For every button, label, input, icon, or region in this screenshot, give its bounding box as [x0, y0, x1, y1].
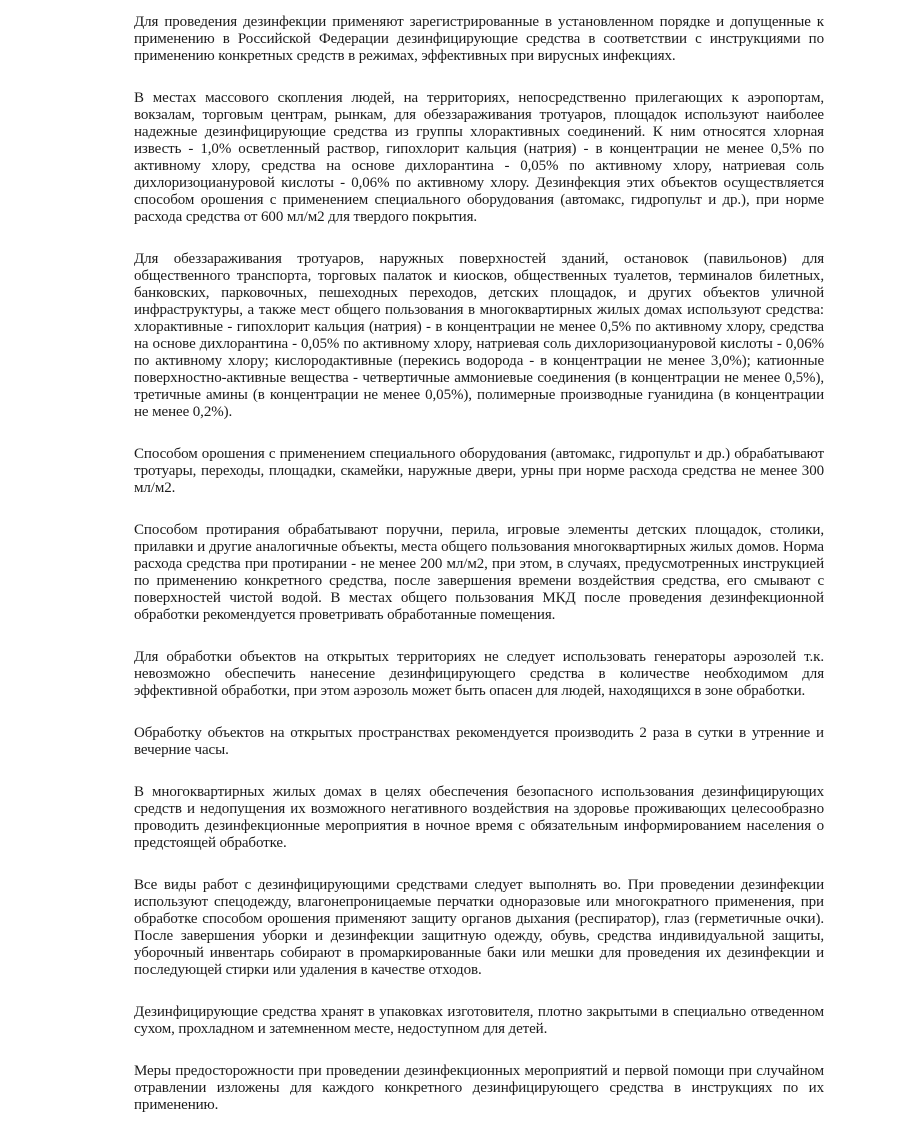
paragraph-aerosol-warning: Для обработки объектов на открытых территориях не следует использовать генераторы аэрозолей т.к. невозможно обеспечить нанесение дезинфицирующего средства в количестве необходимом для эффективной обработки, при этом аэрозоль может быть опасен для людей, находящихся в зоне обработки.: [134, 649, 824, 699]
paragraph-storage: Дезинфицирующие средства хранят в упаковках изготовителя, плотно закрытыми в специально отведенном сухом, прохладном и затемненном месте, недоступном для детей.: [134, 1004, 824, 1037]
paragraph-sidewalks-infrastructure: Для обеззараживания тротуаров, наружных поверхностей зданий, остановок (павильонов) для общественного транспорта, торговых палаток и киосков, общественных туалетов, терминалов билетных, банковских, парковочных, пешеходных переходов, детских площадок, и других объектов уличной инфраструктуры, а также мест общего пользования в многоквартирных жилых домах используют средства: хлорактивные - гипохлорит кальция (натрия) - в концентрации не менее 0,5% по активному хлору, средства на основе дихлорантина - 0,05% по активному хлору, натриевая соль дихлоризоциануровой кислоты - 0,06% по активному хлору; кислородактивные (перекись водорода - в концентрации не менее 3,0%); катионные поверхностно-активные вещества - четвертичные аммониевые соединения (в концентрации не менее 0,5%), третичные амины (в концентрации не менее 0,05%), полимерные производные гуанидина (в концентрации не менее 0,2%).: [134, 251, 824, 420]
paragraph-apartment-buildings: В многоквартирных жилых домах в целях обеспечения безопасного использования дезинфицирующих средств и недопущения их возможного негативного воздействия на здоровье проживающих целесообразно проводить дезинфекционные мероприятия в ночное время с обязательным информированием населения о предстоящей обработке.: [134, 784, 824, 851]
paragraph-crowded-places: В местах массового скопления людей, на территориях, непосредственно прилегающих к аэропортам, вокзалам, торговым центрам, рынкам, для обеззараживания тротуаров, площадок используют наиболее надежные дезинфицирующие средства из группы хлорактивных соединений. К ним относятся хлорная известь - 1,0% осветленный раствор, гипохлорит кальция (натрия) - в концентрации не менее 0,5% по активному хлору, средства на основе дихлорантина - 0,05% по активному хлору, натриевая соль дихлоризоциануровой кислоты - 0,06% по активному хлору. Дезинфекция этих объектов осуществляется способом орошения с применением специального оборудования (автомакс, гидропульт и др.), при норме расхода средства от 600 мл/м2 для твердого покрытия.: [134, 90, 824, 225]
paragraph-precautions: Меры предосторожности при проведении дезинфекционных мероприятий и первой помощи при случайном отравлении изложены для каждого конкретного дезинфицирующего средства в инструкциях по их применению.: [134, 1063, 824, 1113]
paragraph-treatment-frequency: Обработку объектов на открытых пространствах рекомендуется производить 2 раза в сутки в утренние и вечерние часы.: [134, 725, 824, 758]
paragraph-disinfectant-registration: Для проведения дезинфекции применяют зарегистрированные в установленном порядке и допущенные к применению в Российской Федерации дезинфицирующие средства в соответствии с инструкциями по применению конкретных средств в режимах, эффективных при вирусных инфекциях.: [134, 14, 824, 64]
paragraph-irrigation-method: Способом орошения с применением специального оборудования (автомакс, гидропульт и др.) обрабатывают тротуары, переходы, площадки, скамейки, наружные двери, урны при норме расхода средства не менее 300 мл/м2.: [134, 446, 824, 496]
document-body: [134, 14, 824, 1114]
paragraph-protective-equipment: Все виды работ с дезинфицирующими средствами следует выполнять во. При проведении дезинфекции используют спецодежду, влагонепроницаемые перчатки одноразовые или многократного применения, при обработке способом орошения применяют защиту органов дыхания (респиратор), глаз (герметичные очки). После завершения уборки и дезинфекции защитную одежду, обувь, средства индивидуальной защиты, уборочный инвентарь собирают в промаркированные баки или мешки для проведения их дезинфекции и последующей стирки или удаления в качестве отходов.: [134, 877, 824, 978]
paragraph-wiping-method: Способом протирания обрабатывают поручни, перила, игровые элементы детских площадок, столики, прилавки и другие аналогичные объекты, места общего пользования многоквартирных жилых домов. Норма расхода средства при протирании - не менее 200 мл/м2, при этом, в случаях, предусмотренных инструкцией по применению конкретного средства, после завершения времени воздействия средства, его смывают с поверхностей чистой водой. В местах общего пользования МКД после проведения дезинфекционной обработки рекомендуется проветривать обработанные помещения.: [134, 522, 824, 623]
